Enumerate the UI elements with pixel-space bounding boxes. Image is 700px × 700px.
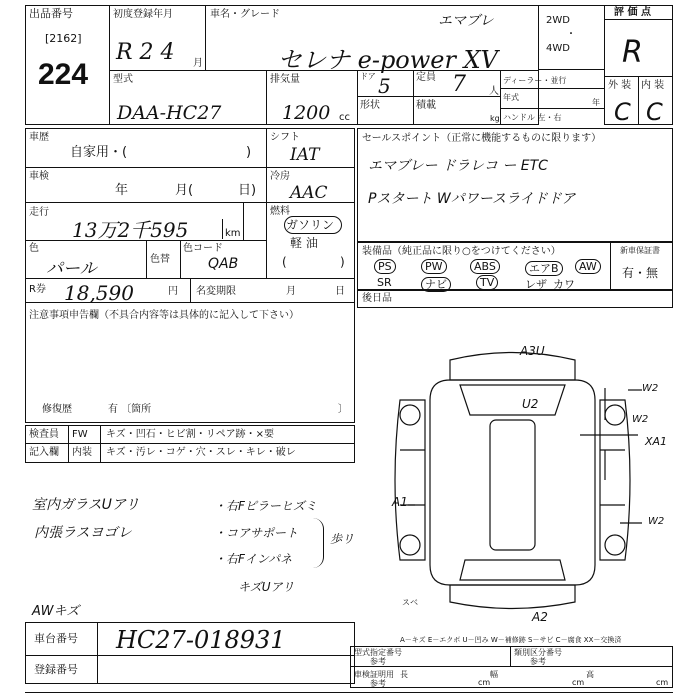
inspection-label: 車検 — [29, 171, 49, 182]
notes-label: 注意事項申告欄（不具合内容等は具体的に記入して下さい） — [29, 310, 299, 321]
equip-aw: AW — [575, 260, 601, 273]
lot-number: 224 — [38, 58, 89, 91]
sales-line1: エマブレー ドラレコ ー ETC — [368, 158, 548, 174]
seat-label: 後日品 — [362, 293, 392, 304]
equip-abs: ABS — [470, 260, 500, 273]
score-value: R — [622, 35, 643, 70]
seats-label: 定員 — [416, 72, 436, 83]
mark-w2-b: W2 — [632, 414, 649, 425]
color-label: 色 — [29, 243, 39, 254]
shift-label: シフト — [270, 132, 300, 143]
equip-ps: PS — [374, 260, 396, 273]
equip-leather: レザ — [525, 278, 547, 291]
model-ref: 参考 — [370, 657, 386, 666]
deadline-day: 日 — [335, 286, 345, 297]
mark-a2: A2 — [532, 610, 548, 624]
equip-sr: SR — [377, 276, 392, 289]
fuel-gas-circle — [284, 216, 342, 234]
color-value: パール — [46, 259, 97, 279]
color-change-label: 色替 — [150, 254, 170, 265]
repair-label: 修復歴 — [42, 404, 72, 415]
reg-value: R 2 4 — [116, 40, 175, 65]
ext-label: 外 装 — [608, 80, 632, 91]
history-close: ) — [246, 145, 252, 160]
fuel-label: 燃料 — [270, 206, 290, 217]
load-label: 積載 — [416, 100, 436, 111]
int-label: 内 装 — [641, 80, 665, 91]
sales-box — [357, 128, 673, 242]
int-items: キズ・汚レ・コゲ・穴・スレ・キレ・破レ — [106, 447, 296, 458]
note-3: ・右Fピラーヒズミ — [214, 499, 317, 513]
width-label: 幅 — [490, 670, 498, 679]
handle-label: ハンドル 左・右 — [503, 113, 562, 122]
class-ref: 参考 — [530, 657, 546, 666]
repair-value: 有 〔箇所 — [108, 404, 152, 415]
warranty-value: 有・無 — [622, 266, 659, 280]
inspection-year: 年 — [115, 183, 129, 198]
fuel-open: ( — [282, 255, 287, 269]
mark-a3u: A3U — [520, 344, 545, 358]
width-unit: cm — [572, 678, 585, 687]
type-value: DAA-HC27 — [117, 102, 222, 124]
fw-items: キズ・凹石・ヒビ割・リペア跡・×要 — [106, 429, 274, 440]
sales-line2: Pスタート Wパワースライドドア — [368, 191, 576, 207]
note-4: ・コアサポート — [214, 526, 299, 540]
inspector-label: 検査員 — [29, 429, 59, 440]
chassis-value: HC27-018931 — [116, 626, 286, 654]
sales-label: セールスポイント（正常に機能するものに限ります） — [362, 133, 602, 144]
int-value: C — [646, 98, 663, 126]
equip-kawa: カワ — [553, 278, 575, 291]
color-code-label: 色コード — [183, 243, 223, 254]
type-label: 型式 — [113, 74, 133, 85]
reg-label: 初度登録年月 — [113, 9, 173, 20]
seats-unit: 人 — [489, 86, 499, 97]
history-value: 自家用・( — [70, 145, 128, 160]
doors-value: 5 — [378, 74, 391, 98]
cert-label: 車検証明用 — [354, 670, 394, 679]
car-front-bumper — [450, 353, 575, 381]
doors-label: ドア — [360, 72, 376, 81]
disp-label: 排気量 — [270, 74, 300, 85]
legend: A－キズ E－エクボ U－凹み W－補修跡 S－サビ C－腐食 XX－交換済 — [400, 636, 622, 644]
mark-xa1: XA1 — [645, 435, 668, 448]
shift-value: IAT — [290, 145, 320, 165]
fw-label: FW — [72, 429, 88, 440]
note-7: 歩リ — [330, 532, 355, 546]
color-code-value: QAB — [208, 256, 239, 272]
dealer-label: ディーラー・並行 — [503, 76, 567, 85]
disp-unit: cc — [339, 112, 350, 123]
note-1: 室内ガラスUアリ — [32, 497, 140, 513]
lot-code: [2162] — [45, 32, 82, 45]
car-diagram — [380, 340, 680, 630]
disp-value: 1200 — [282, 102, 331, 124]
mileage-unit: km — [225, 228, 241, 239]
car-rear-bumper — [450, 585, 575, 609]
equip-navi: ナビ — [421, 276, 451, 292]
length-label: 長 — [400, 670, 408, 679]
equip-pw: PW — [421, 260, 447, 273]
shape-label: 形状 — [360, 100, 380, 111]
name-note: エマブレ — [438, 13, 494, 29]
car-roof — [490, 420, 535, 550]
ac-value: AAC — [290, 183, 328, 203]
drive-dot: ・ — [566, 29, 576, 40]
ac-label: 冷房 — [270, 171, 290, 182]
ext-value: C — [614, 98, 631, 126]
fuel-diesel: 軽 油 — [290, 236, 318, 250]
car-left-side — [395, 400, 425, 560]
drive-4wd: 4WD — [546, 43, 570, 54]
year-unit: 年 — [592, 98, 600, 107]
height-label: 高 — [586, 670, 594, 679]
car-window-rear — [460, 560, 565, 580]
warranty-label: 新車保証書 — [620, 246, 660, 255]
registration-label: 登録番号 — [34, 663, 78, 676]
reg-unit: 月 — [193, 58, 203, 69]
recycle-label: R券 — [29, 284, 46, 295]
note-8: AWキズ — [32, 604, 80, 619]
mileage-label: 走行 — [29, 207, 49, 218]
equip-label: 装備品（純正品に限り○をつけてください） — [362, 246, 561, 257]
mark-w2-c: W2 — [648, 516, 665, 527]
equip-tv: TV — [476, 276, 498, 289]
note-2: 内張ラスヨゴレ — [34, 525, 132, 541]
recycle-unit: 円 — [168, 286, 178, 297]
fuel-close: ) — [340, 255, 345, 269]
note-6: キズUアリ — [238, 580, 295, 594]
mark-a1: A1 — [392, 495, 408, 509]
entry-label: 記入欄 — [29, 447, 59, 458]
cert-ref: 参考 — [370, 679, 386, 688]
note-5: ・右Fインパネ — [214, 552, 293, 566]
lot-label: 出品番号 — [29, 7, 73, 20]
int-check-label: 内装 — [72, 447, 92, 458]
inspection-month: 月( — [175, 183, 194, 198]
model-label: 型式指定番号 — [354, 648, 402, 657]
load-unit: kg — [490, 114, 500, 123]
name-label: 車名・グレード — [210, 9, 280, 20]
class-label: 類別区分番号 — [514, 648, 562, 657]
mark-w2-a: W2 — [642, 383, 659, 394]
car-windshield-front — [460, 385, 565, 415]
year-label: 年式 — [503, 93, 519, 102]
score-label: 評 価 点 — [614, 7, 651, 18]
seats-value: 7 — [452, 72, 466, 97]
inspection-day: 日) — [238, 183, 257, 198]
seat-box — [357, 290, 673, 308]
drive-2wd: 2WD — [546, 15, 570, 26]
mileage-value: 13万2千595 — [72, 218, 189, 242]
length-unit: cm — [478, 678, 491, 687]
deadline-month: 月 — [286, 286, 296, 297]
mark-u2: U2 — [522, 397, 539, 411]
chassis-label: 車台番号 — [34, 632, 78, 645]
height-unit: cm — [656, 678, 669, 687]
mark-sube: スベ — [402, 598, 418, 607]
equip-airbag: エアB — [525, 260, 563, 276]
deadline-label: 名変期限 — [196, 286, 236, 297]
note-bracket — [313, 518, 324, 568]
car-body-outline — [430, 380, 595, 585]
fuel-gas: ガソリン — [286, 218, 335, 232]
recycle-value: 18,590 — [64, 281, 134, 305]
name-value: セレナ e-power XV — [278, 46, 499, 74]
repair-close: 〕 — [338, 404, 348, 415]
history-label: 車歴 — [29, 132, 49, 143]
